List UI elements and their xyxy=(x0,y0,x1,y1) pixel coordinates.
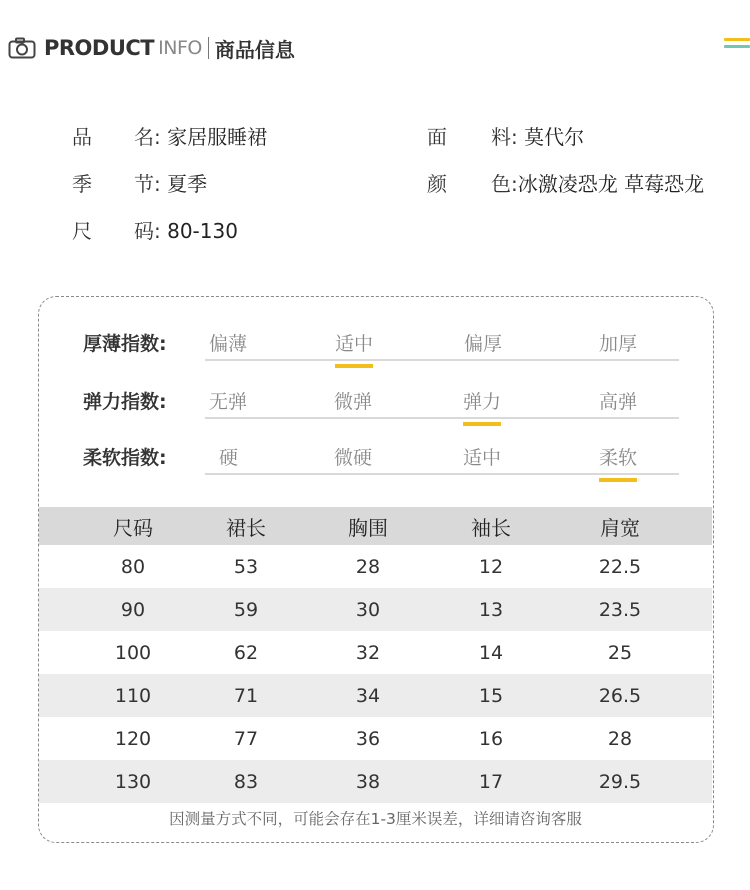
info-material-value: 莫代尔 xyxy=(524,125,585,149)
table-row xyxy=(39,545,712,588)
table-cell: 12 xyxy=(478,555,504,578)
table-cell: 120 xyxy=(114,727,152,750)
table-cell: 17 xyxy=(478,770,504,793)
table-cell: 32 xyxy=(355,641,381,664)
table-cell: 28 xyxy=(607,727,633,750)
table-row xyxy=(39,674,712,717)
table-cell: 59 xyxy=(233,598,259,621)
table-cell: 83 xyxy=(233,770,259,793)
spec-panel xyxy=(38,296,714,843)
index-option: 弹力 xyxy=(463,387,501,414)
index-option: 微硬 xyxy=(334,447,373,469)
info-color: 颜 色:冰激凌恐龙 草莓恐龙 xyxy=(427,172,705,196)
table-header-cell: 肩宽 xyxy=(600,515,640,540)
index-option: 适中 xyxy=(335,329,373,356)
size-table xyxy=(39,507,712,803)
index-option: 高弹 xyxy=(599,391,638,413)
table-cell: 13 xyxy=(478,598,504,621)
header-title-light: INFO xyxy=(158,37,202,59)
index-row-softness: 柔软指数: 硬 微硬 适中 柔软 xyxy=(83,435,675,475)
info-season: 季 节: 夏季 xyxy=(72,172,208,196)
index-divider xyxy=(205,359,679,361)
info-size-value: 80-130 xyxy=(167,219,238,243)
table-cell: 62 xyxy=(233,641,259,664)
menu-icon[interactable] xyxy=(724,38,750,56)
index-option: 硬 xyxy=(219,447,239,469)
table-cell: 130 xyxy=(114,770,152,793)
index-option: 适中 xyxy=(463,447,502,469)
table-cell: 14 xyxy=(478,641,504,664)
table-cell: 80 xyxy=(120,555,146,578)
index-option: 无弹 xyxy=(209,391,248,413)
table-cell: 23.5 xyxy=(598,598,642,621)
table-row xyxy=(39,760,712,803)
info-color-value: 冰激凌恐龙 草莓恐龙 xyxy=(517,172,705,196)
table-cell: 34 xyxy=(355,684,381,707)
table-row xyxy=(39,717,712,760)
table-cell: 71 xyxy=(233,684,259,707)
section-header xyxy=(8,32,295,64)
table-cell: 53 xyxy=(233,555,259,578)
index-option: 微弹 xyxy=(334,391,373,413)
table-row xyxy=(39,588,712,631)
index-option: 加厚 xyxy=(599,333,638,355)
camera-icon xyxy=(8,37,36,59)
info-name: 品 名: 家居服睡裙 xyxy=(72,125,268,149)
table-cell: 16 xyxy=(478,727,504,750)
table-cell: 28 xyxy=(355,555,381,578)
index-row-thickness: 厚薄指数: 偏薄 适中 偏厚 加厚 xyxy=(83,321,675,361)
table-cell: 38 xyxy=(355,770,381,793)
table-cell: 30 xyxy=(355,598,381,621)
info-material: 面 料: 莫代尔 xyxy=(427,125,585,149)
info-season-value: 夏季 xyxy=(167,172,208,196)
table-row xyxy=(39,631,712,674)
header-divider xyxy=(208,37,209,59)
table-header-cell: 裙长 xyxy=(226,515,266,540)
table-header-cell: 胸围 xyxy=(348,515,388,540)
table-header-cell: 袖长 xyxy=(471,515,511,540)
measurement-note: 因测量方式不同，可能会存在1-3厘米误差，详细请咨询客服 xyxy=(169,810,582,828)
table-cell: 22.5 xyxy=(598,555,642,578)
table-cell: 29.5 xyxy=(598,770,642,793)
info-name-value: 家居服睡裙 xyxy=(167,125,268,149)
table-cell: 100 xyxy=(114,641,152,664)
table-cell: 77 xyxy=(233,727,259,750)
index-row-elasticity: 弹力指数: 无弹 微弹 弹力 高弹 xyxy=(83,379,675,419)
table-cell: 25 xyxy=(607,641,633,664)
table-header-row xyxy=(39,507,712,545)
table-cell: 26.5 xyxy=(598,684,642,707)
index-option: 偏厚 xyxy=(464,333,503,355)
table-cell: 15 xyxy=(478,684,504,707)
index-option: 偏薄 xyxy=(209,333,248,355)
index-divider xyxy=(205,473,679,475)
header-title-cn: 商品信息 xyxy=(214,37,295,62)
info-size: 尺 码: 80-130 xyxy=(72,219,238,243)
header-title-bold: PRODUCT xyxy=(44,36,155,60)
index-divider xyxy=(205,417,679,419)
table-cell: 36 xyxy=(355,727,381,750)
table-cell: 110 xyxy=(114,684,152,707)
table-cell: 90 xyxy=(120,598,146,621)
index-option: 柔软 xyxy=(599,443,637,470)
table-header-cell: 尺码 xyxy=(113,515,153,540)
